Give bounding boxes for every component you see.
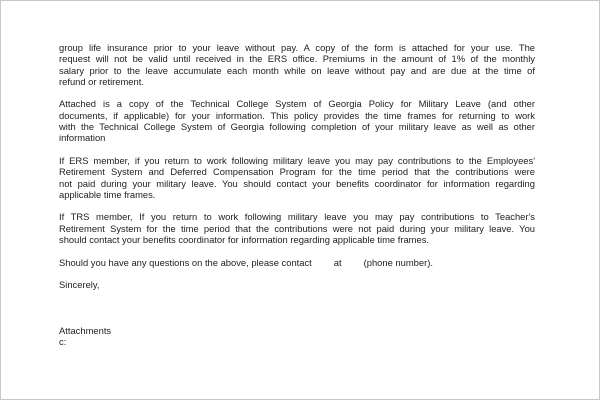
text-line: request will not be valid until received in the ERS office. Premiums in the amount of 1% of the monthly xyxy=(59,53,535,65)
attachments-label: Attachments xyxy=(59,324,112,336)
text-line: salary prior to the leave accumulate each month while on leave without pay and are due at the time of xyxy=(59,64,535,76)
paragraph-ers-member xyxy=(59,155,535,200)
text-line: information xyxy=(59,132,106,144)
text-line: If TRS member, If you return to work following military leave you may pay contributions to Teacher's xyxy=(59,211,535,223)
contact-prefix: Should you have any questions on the above, please contact xyxy=(59,256,312,268)
contact-at: at xyxy=(333,256,342,268)
cc-label: c: xyxy=(59,335,67,347)
text-line: If ERS member, if you return to work following military leave you may pay contributions to the Employees' xyxy=(59,154,535,166)
paragraph-military-leave-policy xyxy=(59,98,535,143)
text-line: should contact your benefits coordinator for information regarding applicable time frames. xyxy=(59,234,429,246)
text-line: with the Technical College System of Georgia following completion of your military leave as well as other xyxy=(59,121,535,133)
text-line: Retirement System for the time period that the contributions were not paid during your military leave. You xyxy=(59,222,535,234)
text-line: Attached is a copy of the Technical College System of Georgia Policy for Military Leave (and other xyxy=(59,98,535,110)
text-line: documents, if applicable) for your information. This policy provides the time frames for returning to work xyxy=(59,109,535,121)
text-line: refund or retirement. xyxy=(59,75,144,87)
text-line: group life insurance prior to your leave without pay. A copy of the form is attached for your use. The xyxy=(59,42,535,53)
enclosures-block xyxy=(59,325,535,348)
contact-phone: (phone number). xyxy=(363,256,433,268)
text-line: applicable time frames. xyxy=(59,188,156,200)
paragraph-life-insurance xyxy=(59,42,535,87)
closing: Sincerely, xyxy=(59,279,100,291)
text-line: not paid during your military leave. You should contact your benefits coordinator for information regarding xyxy=(59,177,535,189)
paragraph-trs-member xyxy=(59,211,535,245)
text-line: Retirement System and Deferred Compensation Program for the time period that the contributions were xyxy=(59,166,535,178)
letter-body xyxy=(59,42,535,347)
contact-line xyxy=(59,257,535,268)
